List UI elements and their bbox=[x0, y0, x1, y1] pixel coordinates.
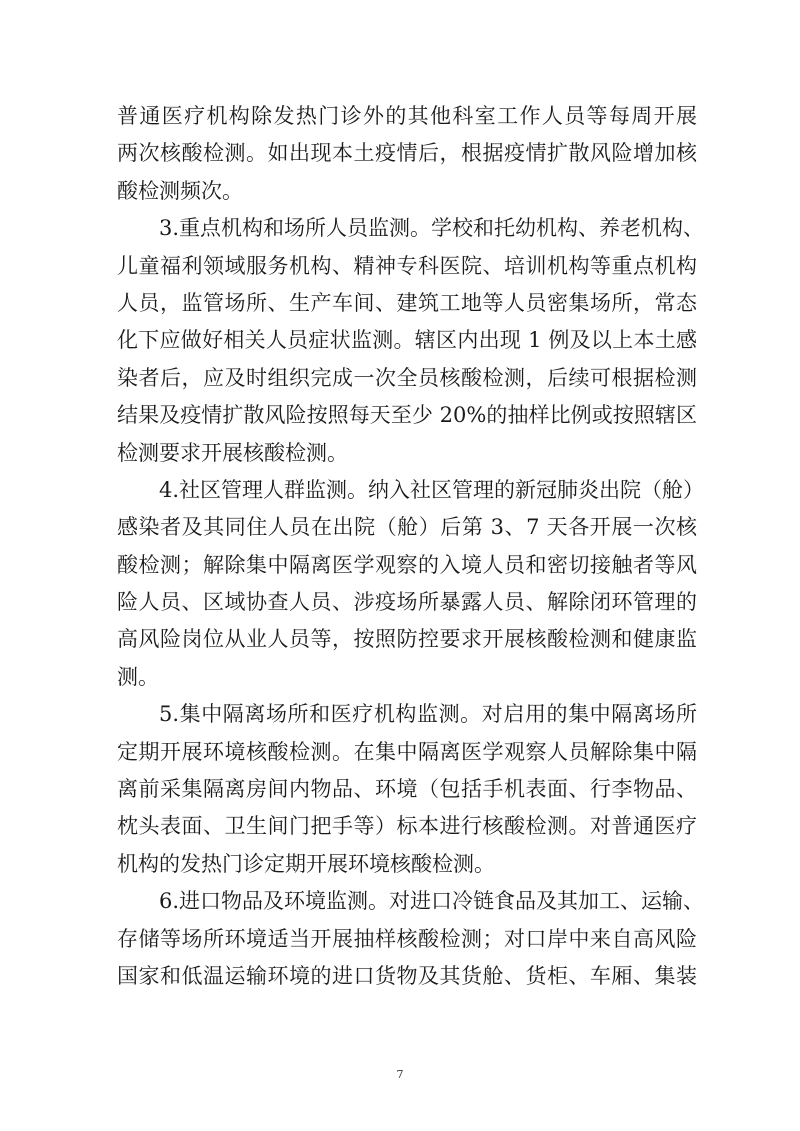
text-line: 定期开展环境核酸检测。在集中隔离医学观察人员解除集中隔 bbox=[117, 739, 697, 764]
text-line: 4.社区管理人群监测。纳入社区管理的新冠肺炎出院（舱） bbox=[159, 477, 705, 502]
text-line: 6.进口物品及环境监测。对进口冷链食品及其加工、运输、 bbox=[159, 889, 705, 914]
text-line: 儿童福利领域服务机构、精神专科医院、培训机构等重点机构 bbox=[117, 253, 697, 278]
text-line: 枕头表面、卫生间门把手等）标本进行核酸检测。对普通医疗 bbox=[117, 814, 697, 839]
text-line: 5.集中隔离场所和医疗机构监测。对启用的集中隔离场所 bbox=[159, 702, 697, 727]
text-line: 3.重点机构和场所人员监测。学校和托幼机构、养老机构、 bbox=[159, 216, 705, 241]
text-line: 测。 bbox=[117, 664, 159, 689]
text-line: 高风险岗位从业人员等，按照防控要求开展核酸检测和健康监 bbox=[117, 627, 697, 652]
text-line: 离前采集隔离房间内物品、环境（包括手机表面、行李物品、 bbox=[117, 777, 697, 802]
text-line: 酸检测；解除集中隔离医学观察的入境人员和密切接触者等风 bbox=[117, 552, 697, 577]
text-line: 结果及疫情扩散风险按照每天至少 20%的抽样比例或按照辖区 bbox=[117, 403, 697, 428]
text-line: 险人员、区域协查人员、涉疫场所暴露人员、解除闭环管理的 bbox=[117, 590, 697, 615]
text-line: 人员，监管场所、生产车间、建筑工地等人员密集场所，常态 bbox=[117, 290, 697, 315]
text-line: 感染者及其同住人员在出院（舱）后第 3、7 天各开展一次核 bbox=[117, 515, 697, 540]
text-line: 两次核酸检测。如出现本土疫情后，根据疫情扩散风险增加核 bbox=[117, 141, 697, 166]
document-body bbox=[117, 98, 705, 995]
text-line: 存储等场所环境适当开展抽样核酸检测；对口岸中来自高风险 bbox=[117, 926, 697, 951]
text-line: 酸检测频次。 bbox=[117, 178, 243, 203]
text-line: 机构的发热门诊定期开展环境核酸检测。 bbox=[117, 851, 495, 876]
text-line: 化下应做好相关人员症状监测。辖区内出现 1 例及以上本土感 bbox=[117, 328, 697, 353]
text-line: 检测要求开展核酸检测。 bbox=[117, 440, 348, 465]
text-line: 染者后，应及时组织完成一次全员核酸检测，后续可根据检测 bbox=[117, 365, 697, 390]
text-line: 国家和低温运输环境的进口货物及其货舱、货柜、车厢、集装 bbox=[117, 963, 697, 988]
text-line: 普通医疗机构除发热门诊外的其他科室工作人员等每周开展 bbox=[117, 104, 697, 128]
page-number: 7 bbox=[396, 1068, 404, 1081]
